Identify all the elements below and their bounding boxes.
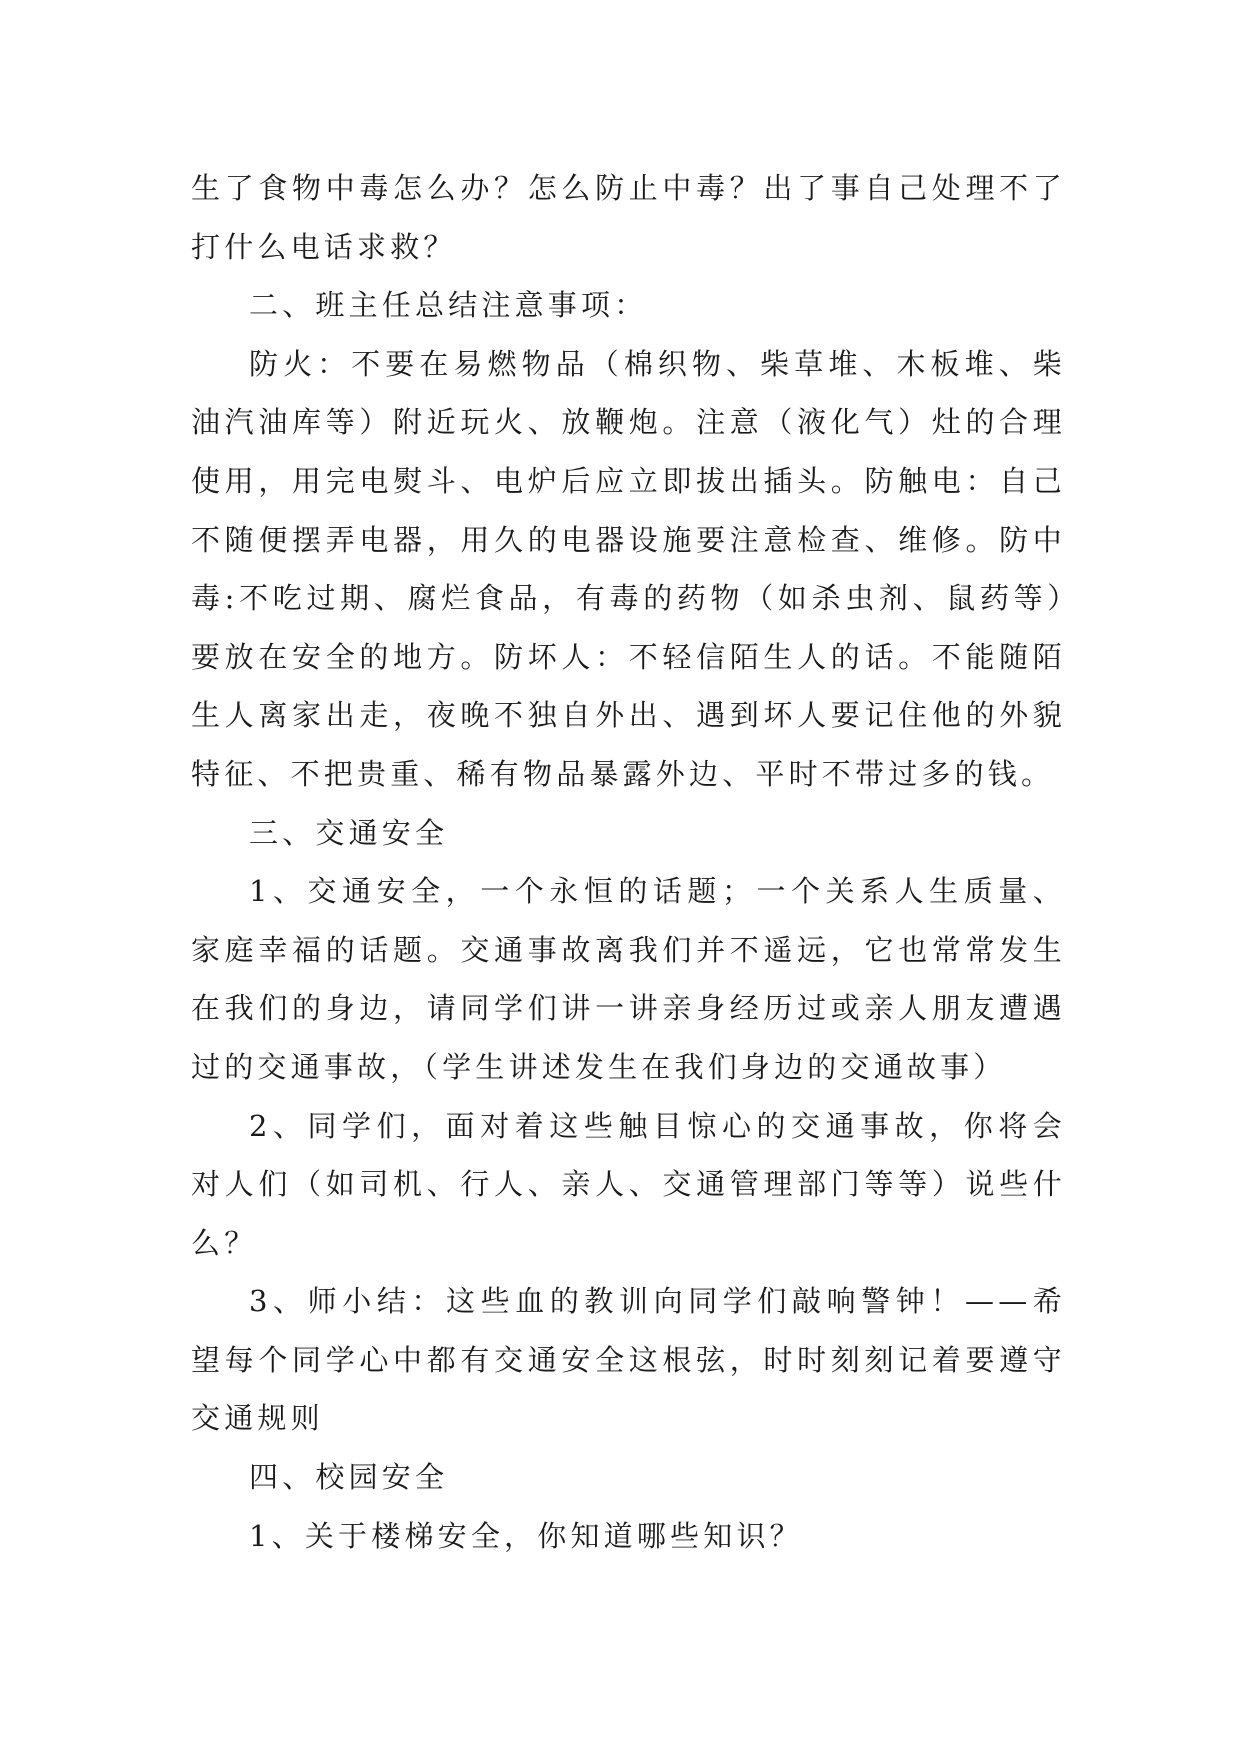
document-body — [191, 159, 1066, 1565]
paragraph-9: 1、关于楼梯安全，你知道哪些知识？ — [249, 1518, 803, 1553]
paragraph-8-heading: 四、校园安全 — [249, 1460, 449, 1495]
paragraph-5: 1、交通安全，一个永恒的话题；一个关系人生质量、家庭幸福的话题。交通事故离我们并不遥远，它也常常发生在我们的身边，请同学们讲一讲亲身经历过或亲人朋友遭遇过的交通事故，（学生讲述发生在我们身边的交通故事） — [191, 874, 1066, 1084]
paragraph-2-heading: 二、班主任总结注意事项： — [249, 288, 648, 323]
paragraph-7: 3、师小结：这些血的教训向同学们敲响警钟！——希望每个同学心中都有交通安全这根弦，时时刻刻记着要遵守交通规则 — [191, 1284, 1066, 1436]
paragraph-3: 防火：不要在易燃物品（棉织物、柴草堆、木板堆、柴油汽油库等）附近玩火、放鞭炮。注意（液化气）灶的合理使用，用完电熨斗、电炉后应立即拔出插头。防触电：自己不随便摆弄电器，用久的电器设施要注意检查、维修。防中毒:不吃过期、腐烂食品，有毒的药物（如杀虫剂、鼠药等）要放在安全的地方。防坏人：不轻信陌生人的话。不能随陌生人离家出走，夜晚不独自外出、遇到坏人要记住他的外貌特征、不把贵重、稀有物品暴露外边、平时不带过多的钱。 — [191, 346, 1066, 791]
paragraph-4-heading: 三、交通安全 — [249, 815, 449, 850]
paragraph-1: 生了食物中毒怎么办？怎么防止中毒？出了事自己处理不了打什么电话求救？ — [191, 171, 1066, 264]
paragraph-6: 2、同学们，面对着这些触目惊心的交通事故，你将会对人们（如司机、行人、亲人、交通管理部门等等）说些什么？ — [191, 1108, 1066, 1260]
